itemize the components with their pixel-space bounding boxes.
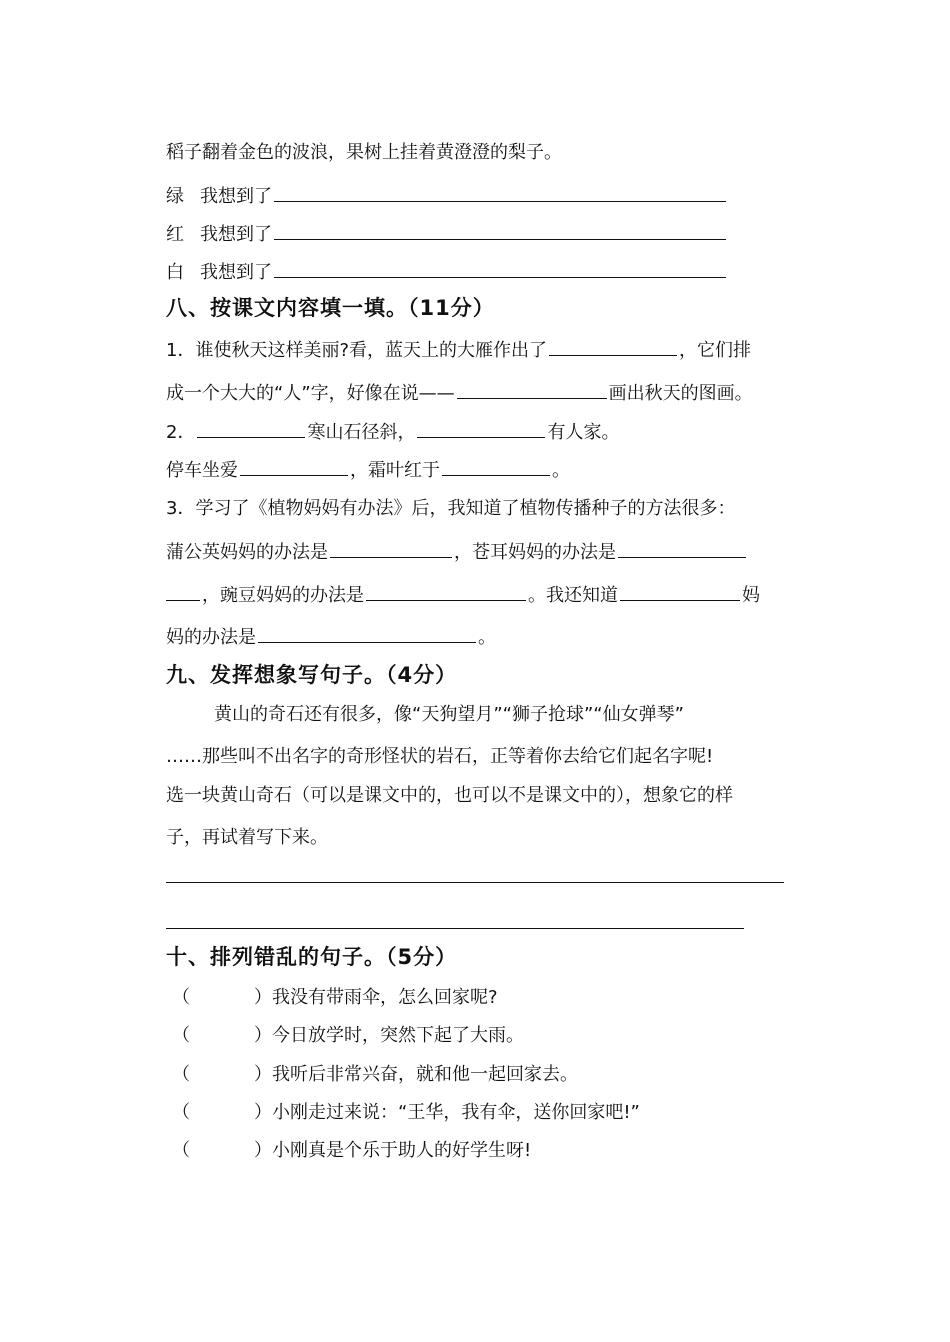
s8-q1-line2 [166,380,753,406]
paren-open: （ [172,987,190,1008]
writing-line[interactable] [166,882,784,883]
order-item [172,1024,524,1048]
s9-paragraph-1: 黄山的奇石还有很多，像“天狗望月”“狮子抢球”“仙女弹琴” [214,704,684,725]
answer-blank[interactable] [417,419,545,438]
paren-close: ） [254,987,272,1008]
q2-text: 停车坐爱 [166,460,238,481]
s9-paragraph-4: 子，再试着写下来。 [166,827,328,848]
answer-blank[interactable] [442,457,550,476]
q3-text: ，豌豆妈妈的办法是 [202,585,364,606]
answer-blank[interactable] [274,259,726,278]
q2-text: 2． [166,422,196,443]
answer-blank[interactable] [166,582,200,601]
q1-text: ，它们排 [679,340,752,361]
order-sentence: 我没有带雨伞，怎么回家呢? [272,987,498,1008]
paren-open: （ [172,1102,190,1123]
paren-close: ） [254,1102,272,1123]
q3-text: 妈的办法是 [166,627,256,648]
answer-blank[interactable] [457,380,607,399]
q3-text: 蒲公英妈妈的办法是 [166,542,328,563]
s8-q1-line1 [166,337,751,363]
order-item [172,1063,578,1087]
answer-blank[interactable] [258,624,476,643]
q3-text: 妈 [742,585,760,606]
answer-blank[interactable] [274,221,726,240]
section-8-title: 八、按课文内容填一填。（11分） [166,296,495,320]
section-9-title: 九、发挥想象写句子。（4分） [166,663,458,687]
paren-close: ） [254,1064,272,1085]
paren-open: （ [172,1025,190,1046]
order-sentence: 我听后非常兴奋，就和他一起回家去。 [272,1064,578,1085]
q1-text: 画出秋天的图画。 [608,383,753,404]
section-10-title: 十、排列错乱的句子。（5分） [166,945,458,969]
paren-open: （ [172,1064,190,1085]
answer-blank[interactable] [197,419,305,438]
answer-blank[interactable] [240,457,348,476]
answer-blank[interactable] [618,539,746,558]
s8-q2-line2 [166,457,570,483]
s8-q3-line1: 3．学习了《植物妈妈有办法》后，我知道了植物传播种子的方法很多： [166,498,736,519]
q2-text: 寒山石径斜， [307,422,416,443]
row-label: 我想到了 [200,262,272,283]
order-item [172,986,498,1010]
paren-open: （ [172,1140,190,1161]
q1-text: 成一个大大的“人”字，好像在说—— [166,383,455,404]
q3-text: 。 [478,627,496,648]
s7-row-white [166,259,728,285]
q2-text: 有人家。 [547,422,620,443]
q3-text: 。我还知道 [528,585,618,606]
s8-q2-line1 [166,419,619,445]
order-sentence: 小刚真是个乐于助人的好学生呀! [272,1140,532,1161]
q3-text: ，苍耳妈妈的办法是 [454,542,616,563]
q1-text: 1．谁使秋天这样美丽?看，蓝天上的大雁作出了 [166,340,548,361]
s9-paragraph-3: 选一块黄山奇石（可以是课文中的，也可以不是课文中的），想象它的样 [166,785,733,806]
answer-blank[interactable] [620,582,740,601]
s7-intro: 稻子翻着金色的波浪，果树上挂着黄澄澄的梨子。 [166,142,562,163]
answer-blank[interactable] [549,337,677,356]
order-sentence: 小刚走过来说：“王华，我有伞，送你回家吧!” [272,1102,640,1123]
s8-q3-line2 [166,539,748,565]
paren-close: ） [254,1140,272,1161]
order-sentence: 今日放学时，突然下起了大雨。 [272,1025,524,1046]
s7-row-green [166,183,728,209]
row-color: 白 [166,262,184,283]
q2-text: ，霜叶红于 [350,460,440,481]
answer-blank[interactable] [366,582,526,601]
s8-q3-line4 [166,624,496,650]
row-color: 绿 [166,186,184,207]
answer-blank[interactable] [330,539,452,558]
s8-q3-line3 [166,582,760,608]
row-label: 我想到了 [200,224,272,245]
row-label: 我想到了 [200,186,272,207]
s7-row-red [166,221,728,247]
order-item [172,1139,531,1163]
paren-close: ） [254,1025,272,1046]
order-item [172,1101,640,1125]
q2-text: 。 [552,460,570,481]
row-color: 红 [166,224,184,245]
answer-blank[interactable] [274,183,726,202]
s9-paragraph-2: ……那些叫不出名字的奇形怪状的岩石，正等着你去给它们起名字呢! [166,746,714,767]
writing-line[interactable] [166,928,744,929]
